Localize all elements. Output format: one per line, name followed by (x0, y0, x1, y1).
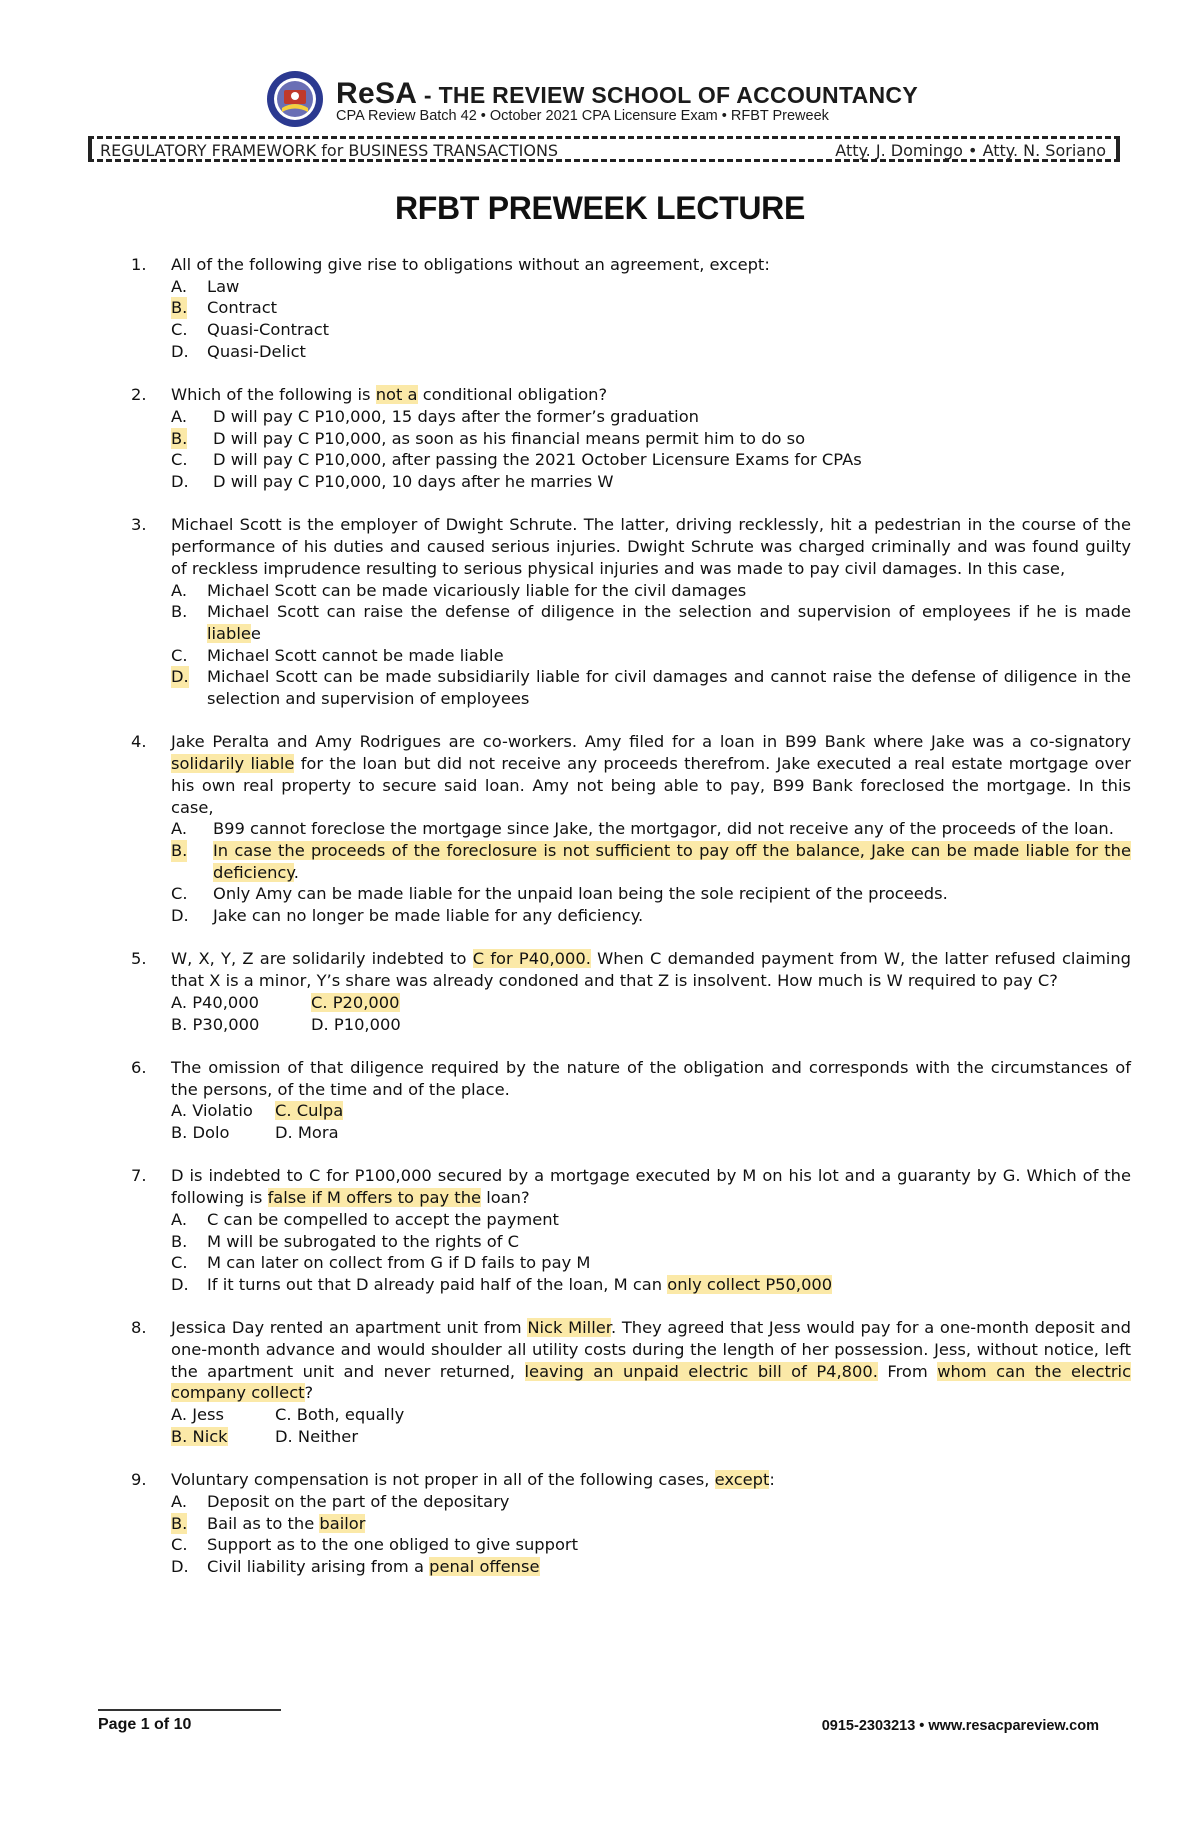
subject-bar (88, 136, 1120, 162)
option-d: D. Quasi-Delict (171, 341, 306, 361)
option-d: D. Civil liability arising from a penal offense (171, 1557, 540, 1577)
school-name: ReSA - THE REVIEW SCHOOL OF ACCOUNTANCY (336, 77, 918, 110)
question-9: 9. Voluntary compensation is not proper in all of the following cases, except: A. Deposit on the part of the depositary B. Bail as to the bailor C. Support as to the one obliged to give support D. Civil liability arising from a penal offense (131, 1469, 1131, 1578)
question-2: 2. Which of the following is not a conditional obligation? A. D will pay C P10,000, 15 days after the former’s graduation B. D will pay C P10,000, as soon as his financial means permit him to do so C. D will pay C P10,000, after passing the 2021 October Licensure Exams for CPAs D. D will pay C P10,000, 10 days after he marries W (131, 384, 1131, 493)
option-a: A. Violatio (171, 1101, 253, 1121)
option-d: D. Mora (275, 1123, 339, 1143)
option-c: C. Quasi-Contract (171, 320, 330, 340)
subject-name: REGULATORY FRAMEWORK for BUSINESS TRANSACTIONS (100, 141, 559, 160)
option-d-answer: D. Michael Scott can be made subsidiarily liable for civil damages and cannot raise the defense of diligence in the selection and supervision of employees (171, 667, 1131, 709)
lecturers: Atty. J. Domingo • Atty. N. Soriano (835, 141, 1106, 160)
footer-divider (98, 1709, 281, 1711)
option-a: A. Deposit on the part of the depositary (171, 1491, 510, 1511)
option-a: A. D will pay C P10,000, 15 days after the former’s graduation (171, 406, 699, 426)
option-d: D. D will pay C P10,000, 10 days after he marries W (171, 472, 614, 492)
option-b-answer: B. Nick (171, 1426, 228, 1446)
option-c: C. Both, equally (275, 1405, 405, 1425)
question-stem: All of the following give rise to obligations without an agreement, except: (171, 255, 770, 274)
option-a: A. Michael Scott can be made vicariously liable for the civil damages (171, 580, 747, 600)
option-b: B. Dolo (171, 1123, 230, 1143)
option-b: B. Michael Scott can raise the defense of diligence in the selection and supervision of employees if he is made liablee (171, 602, 1131, 643)
question-1: 1. All of the following give rise to obligations without an agreement, except: A. Law B. Contract C. Quasi-Contract D. Quasi-Delict (131, 254, 1131, 363)
option-c: C. Only Amy can be made liable for the unpaid loan being the sole recipient of the proceeds. (171, 884, 948, 904)
question-stem: Voluntary compensation is not proper in all of the following cases, except: (171, 1470, 775, 1490)
question-stem: Jessica Day rented an apartment unit from Nick Miller. They agreed that Jess would pay for a one-month deposit and one-month advance and would shoulder all utility costs during the length of her possession. Jess, without notice, left the apartment unit and never returned, leaving an unpaid electric bill of P4,800. From whom can the electric company collect? (171, 1318, 1132, 1403)
option-a: A. Law (171, 276, 240, 296)
option-b-answer: B. D will pay C P10,000, as soon as his financial means permit him to do so (171, 428, 806, 448)
option-c-answer: C. Culpa (275, 1101, 344, 1121)
question-6: 6. The omission of that diligence required by the nature of the obligation and corresponds with the circumstances of the persons, of the time and of the place. A. Violatio C. Culpa B. Dolo D. Mora (131, 1057, 1131, 1143)
option-d: D. If it turns out that D already paid half of the loan, M can only collect P50,000 (171, 1274, 833, 1294)
page-title: RFBT PREWEEK LECTURE (394, 190, 805, 226)
page-number: Page 1 of 10 (98, 1716, 192, 1733)
option-c: C. M can later on collect from G if D fails to pay M (171, 1253, 591, 1273)
question-stem: Which of the following is not a conditional obligation? (171, 385, 608, 405)
option-a: A. Jess (171, 1405, 224, 1425)
option-c-answer: C. P20,000 (311, 992, 400, 1012)
question-list (131, 254, 1131, 1599)
question-7: 7. D is indebted to C for P100,000 secured by a mortgage executed by M on his lot and a guaranty by G. Which of the following is false if M offers to pay the loan? A. C can be compelled to accept the payment B. M will be subrogated to the rights of C C. M can later on collect from G if D fails to pay M D. If it turns out that D already paid half of the loan, M can only collect P50,000 (131, 1166, 1131, 1294)
option-d: D. P10,000 (311, 1014, 401, 1034)
batch-info: CPA Review Batch 42 • October 2021 CPA Licensure Exam • RFBT Preweek (336, 108, 829, 124)
contact-info: 0915-2303213 • www.resacpareview.com (821, 1718, 1099, 1734)
question-5: 5. W, X, Y, Z are solidarily indebted to C for P40,000. When C demanded payment from W, the latter refused claiming that X is a minor, Y’s share was already condoned and that Z is insolvent. How much is W required to pay C? A. P40,000 C. P20,000 B. P30,000 D. P10,000 (131, 949, 1131, 1034)
option-c: C. D will pay C P10,000, after passing the 2021 October Licensure Exams for CPAs (171, 450, 862, 470)
option-d: D. Neither (275, 1426, 359, 1446)
option-a: A. P40,000 (171, 992, 259, 1012)
question-4: 4. Jake Peralta and Amy Rodrigues are co-workers. Amy filed for a loan in B99 Bank where Jake was a co-signatory solidarily liable for the loan but did not receive any proceeds therefrom. Jake executed a real estate mortgage over his own real property to secure said loan. Amy not being able to pay, B99 Bank foreclosed the mortgage. In this case, A. B99 cannot foreclose the mortgage since Jake, the mortgagor, did not receive any of the proceeds of the loan. B. In case the proceeds of the foreclosure is not sufficient to pay off the balance, Jake can be made liable for the deficiency. C. Only Amy can be made liable for the unpaid loan being the sole recipient of the proceeds. D. Jake can no longer be made liable for any deficiency. (131, 732, 1131, 926)
question-stem: Michael Scott is the employer of Dwight Schrute. The latter, driving recklessly, hit a pedestrian in the course of the performance of his duties and caused serious injuries. Dwight Schrute was charged criminally and was found guilty of reckless imprudence resulting to serious physical injuries and was made to pay civil damages. In this case, (171, 515, 1131, 578)
option-c: C. Michael Scott cannot be made liable (171, 645, 504, 665)
option-c: C. Support as to the one obliged to give support (171, 1535, 578, 1555)
option-b: B. M will be subrogated to the rights of C (171, 1231, 520, 1251)
question-stem: The omission of that diligence required by the nature of the obligation and corresponds with the circumstances of the persons, of the time and of the place. (171, 1057, 1131, 1099)
option-b-answer: B. Contract (171, 298, 278, 318)
option-a: A. C can be compelled to accept the payment (171, 1209, 559, 1229)
question-stem: D is indebted to C for P100,000 secured by a mortgage executed by M on his lot and a guaranty by G. Which of the following is false if M offers to pay the loan? (171, 1166, 1131, 1208)
option-b-answer: B. In case the proceeds of the foreclosure is not sufficient to pay off the balance, Jake can be made liable for the deficiency. (171, 840, 1131, 882)
option-b-answer: B. Bail as to the bailor (171, 1513, 366, 1533)
question-stem: Jake Peralta and Amy Rodrigues are co-workers. Amy filed for a loan in B99 Bank where Jake was a co-signatory solidarily liable for the loan but did not receive any proceeds therefrom. Jake executed a real estate mortgage over his own real property to secure said loan. Amy not being able to pay, B99 Bank foreclosed the mortgage. In this case, (171, 732, 1131, 817)
option-a: A. B99 cannot foreclose the mortgage since Jake, the mortgagor, did not receive any of the proceeds of the loan. (171, 819, 1114, 839)
question-8: 8. Jessica Day rented an apartment unit from Nick Miller. They agreed that Jess would pay for a one-month deposit and one-month advance and would shoulder all utility costs during the length of her possession. Jess, without notice, left the apartment unit and never returned, leaving an unpaid electric bill of P4,800. From whom can the electric company collect? A. Jess C. Both, equally B. Nick D. Neither (131, 1318, 1132, 1446)
option-d: D. Jake can no longer be made liable for any deficiency. (171, 906, 644, 926)
question-stem: W, X, Y, Z are solidarily indebted to C for P40,000. When C demanded payment from W, the latter refused claiming that X is a minor, Y’s share was already condoned and that Z is insolvent. How much is W required to pay C? (171, 949, 1131, 991)
question-3: 3. Michael Scott is the employer of Dwight Schrute. The latter, driving recklessly, hit a pedestrian in the course of the performance of his duties and caused serious injuries. Dwight Schrute was charged criminally and was found guilty of reckless imprudence resulting to serious physical injuries and was made to pay civil damages. In this case, A. Michael Scott can be made vicariously liable for the civil damages B. Michael Scott can raise the defense of diligence in the selection and supervision of employees if he is made liablee C. Michael Scott cannot be made liable D. Michael Scott can be made subsidiarily liable for civil damages and cannot raise the defense of diligence in the selection and supervision of employees (131, 515, 1131, 709)
resa-logo (266, 70, 324, 128)
option-b: B. P30,000 (171, 1014, 260, 1034)
